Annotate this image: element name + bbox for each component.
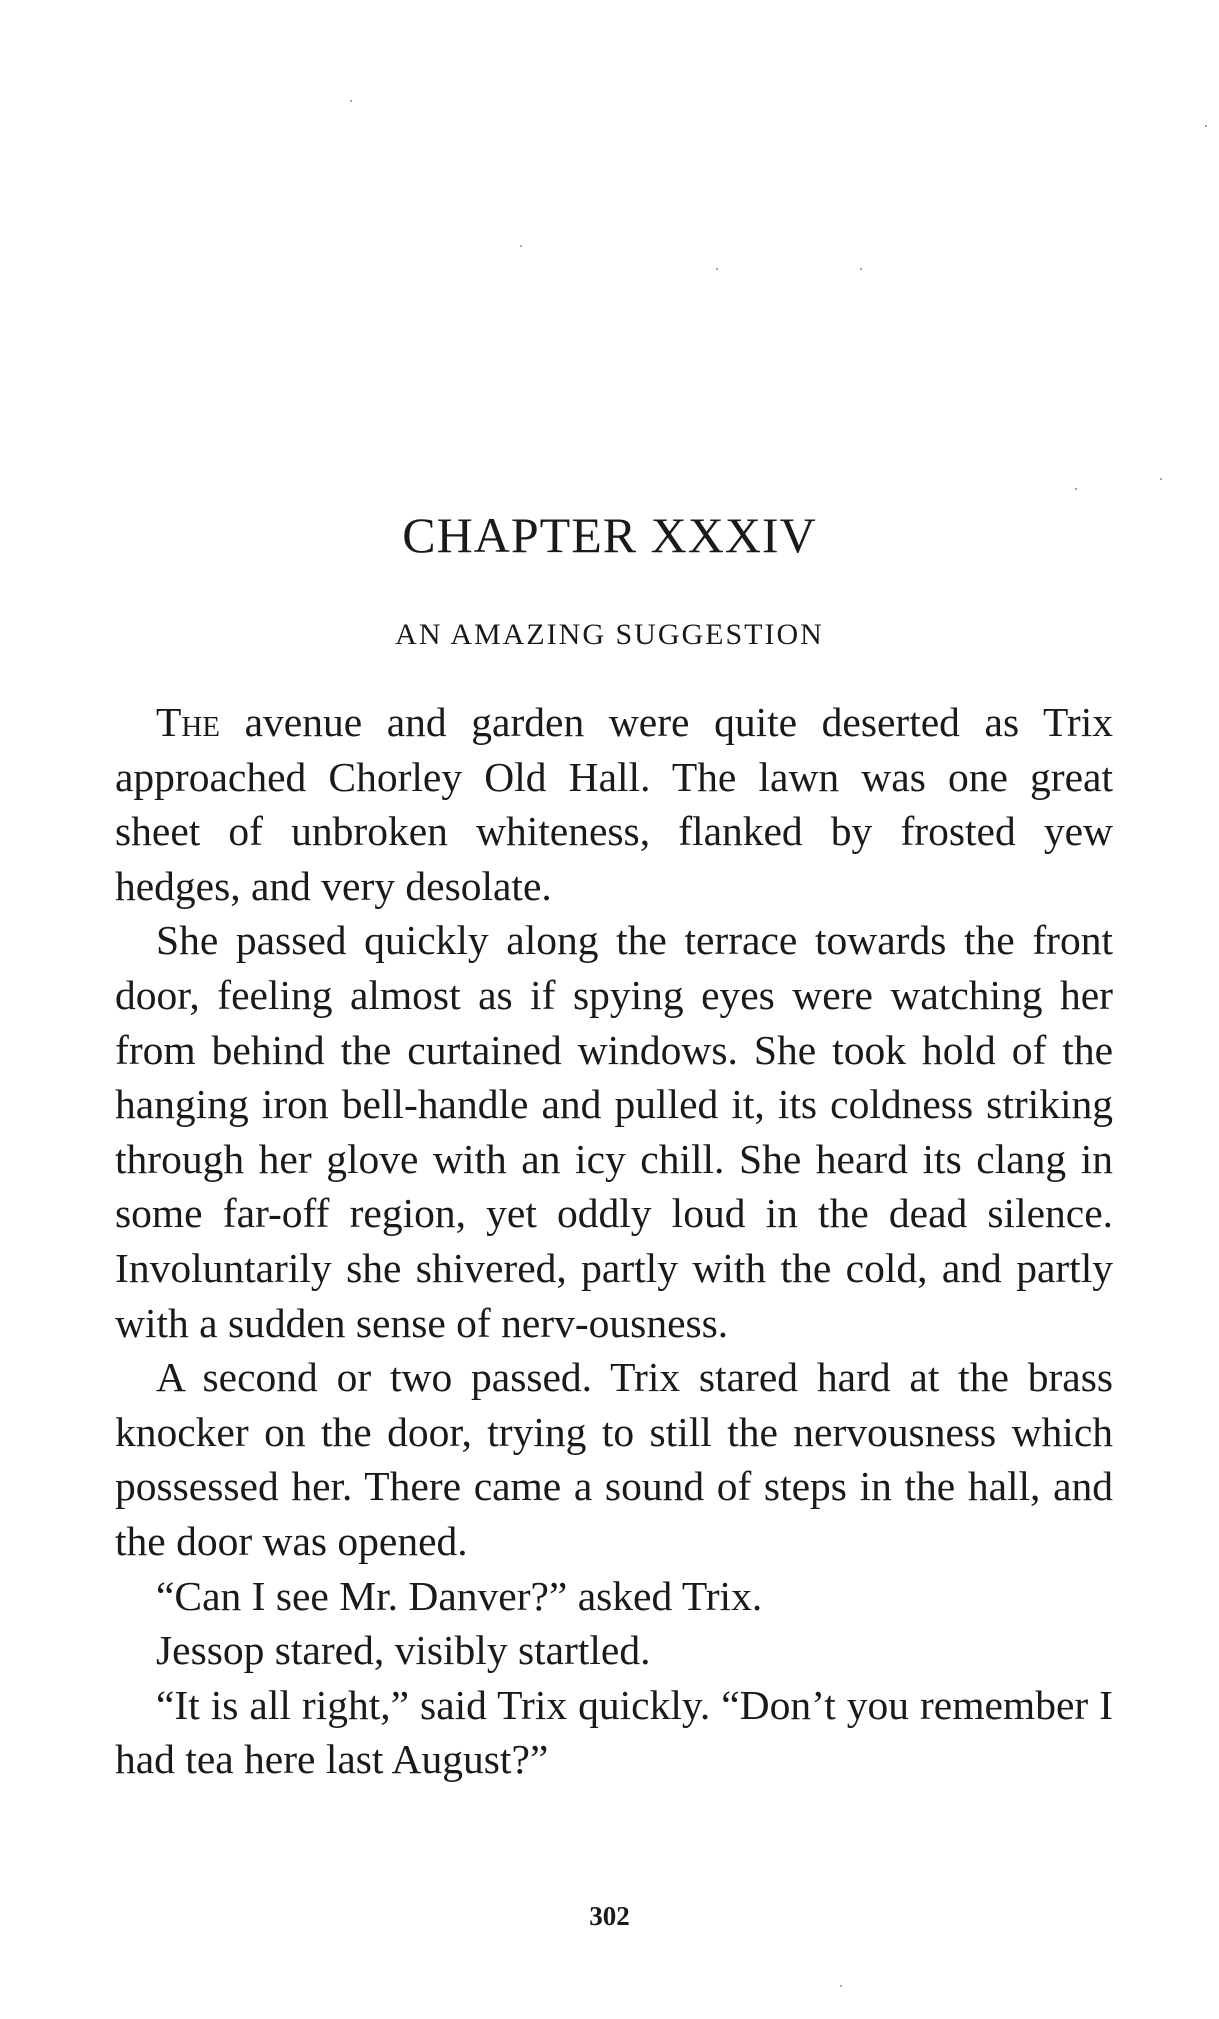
scan-speck bbox=[1205, 125, 1207, 127]
scan-speck bbox=[350, 100, 352, 102]
paragraph-text: She passed quickly along the terrace towards the front door, feeling almost as if spying eyes were watching her from behind the curtained windows. She took hold of the hanging iron bell-handle and pulled it, its coldness striking through her glove with an icy chill. She heard its clang in some far-off region, yet oddly loud in the dead silence. Involuntarily she shivered, partly with the cold, and partly with a sudden sense of nerv-ousness. bbox=[115, 917, 1113, 1346]
paragraph bbox=[115, 1623, 1113, 1678]
paragraph-text: avenue and garden were quite deserted as Trix approached Chorley Old Hall. The lawn was one great sheet of unbroken whiteness, flanked by frosted yew hedges, and very desolate. bbox=[115, 699, 1113, 909]
page-number: 302 bbox=[589, 1901, 630, 1931]
paragraph bbox=[115, 695, 1113, 913]
paragraph bbox=[115, 1678, 1113, 1787]
drop-lead-word: The bbox=[156, 699, 221, 745]
paragraph-text: “Can I see Mr. Danver?” asked Trix. bbox=[156, 1572, 763, 1619]
paragraph bbox=[115, 913, 1113, 1350]
paragraph-text: Jessop stared, visibly startled. bbox=[156, 1627, 651, 1674]
scan-speck bbox=[520, 245, 522, 247]
scan-speck bbox=[1160, 478, 1162, 480]
chapter-number: CHAPTER XXXIV bbox=[402, 507, 817, 563]
scan-speck bbox=[716, 268, 718, 270]
paragraph bbox=[115, 1569, 1113, 1624]
scan-speck bbox=[1075, 488, 1077, 490]
scan-speck bbox=[860, 268, 862, 270]
paragraph-text: A second or two passed. Trix stared hard at the brass knocker on the door, trying to still the nervousness which possessed her. There came a sound of steps in the hall, and the door was opened. bbox=[115, 1354, 1113, 1564]
paragraph-text: “It is all right,” said Trix quickly. “Don’t you remember I had tea here last August?” bbox=[115, 1681, 1113, 1783]
chapter-title: AN AMAZING SUGGESTION bbox=[395, 618, 824, 651]
scan-speck bbox=[840, 1985, 842, 1987]
paragraph bbox=[115, 1350, 1113, 1568]
body-text bbox=[115, 695, 1113, 1787]
